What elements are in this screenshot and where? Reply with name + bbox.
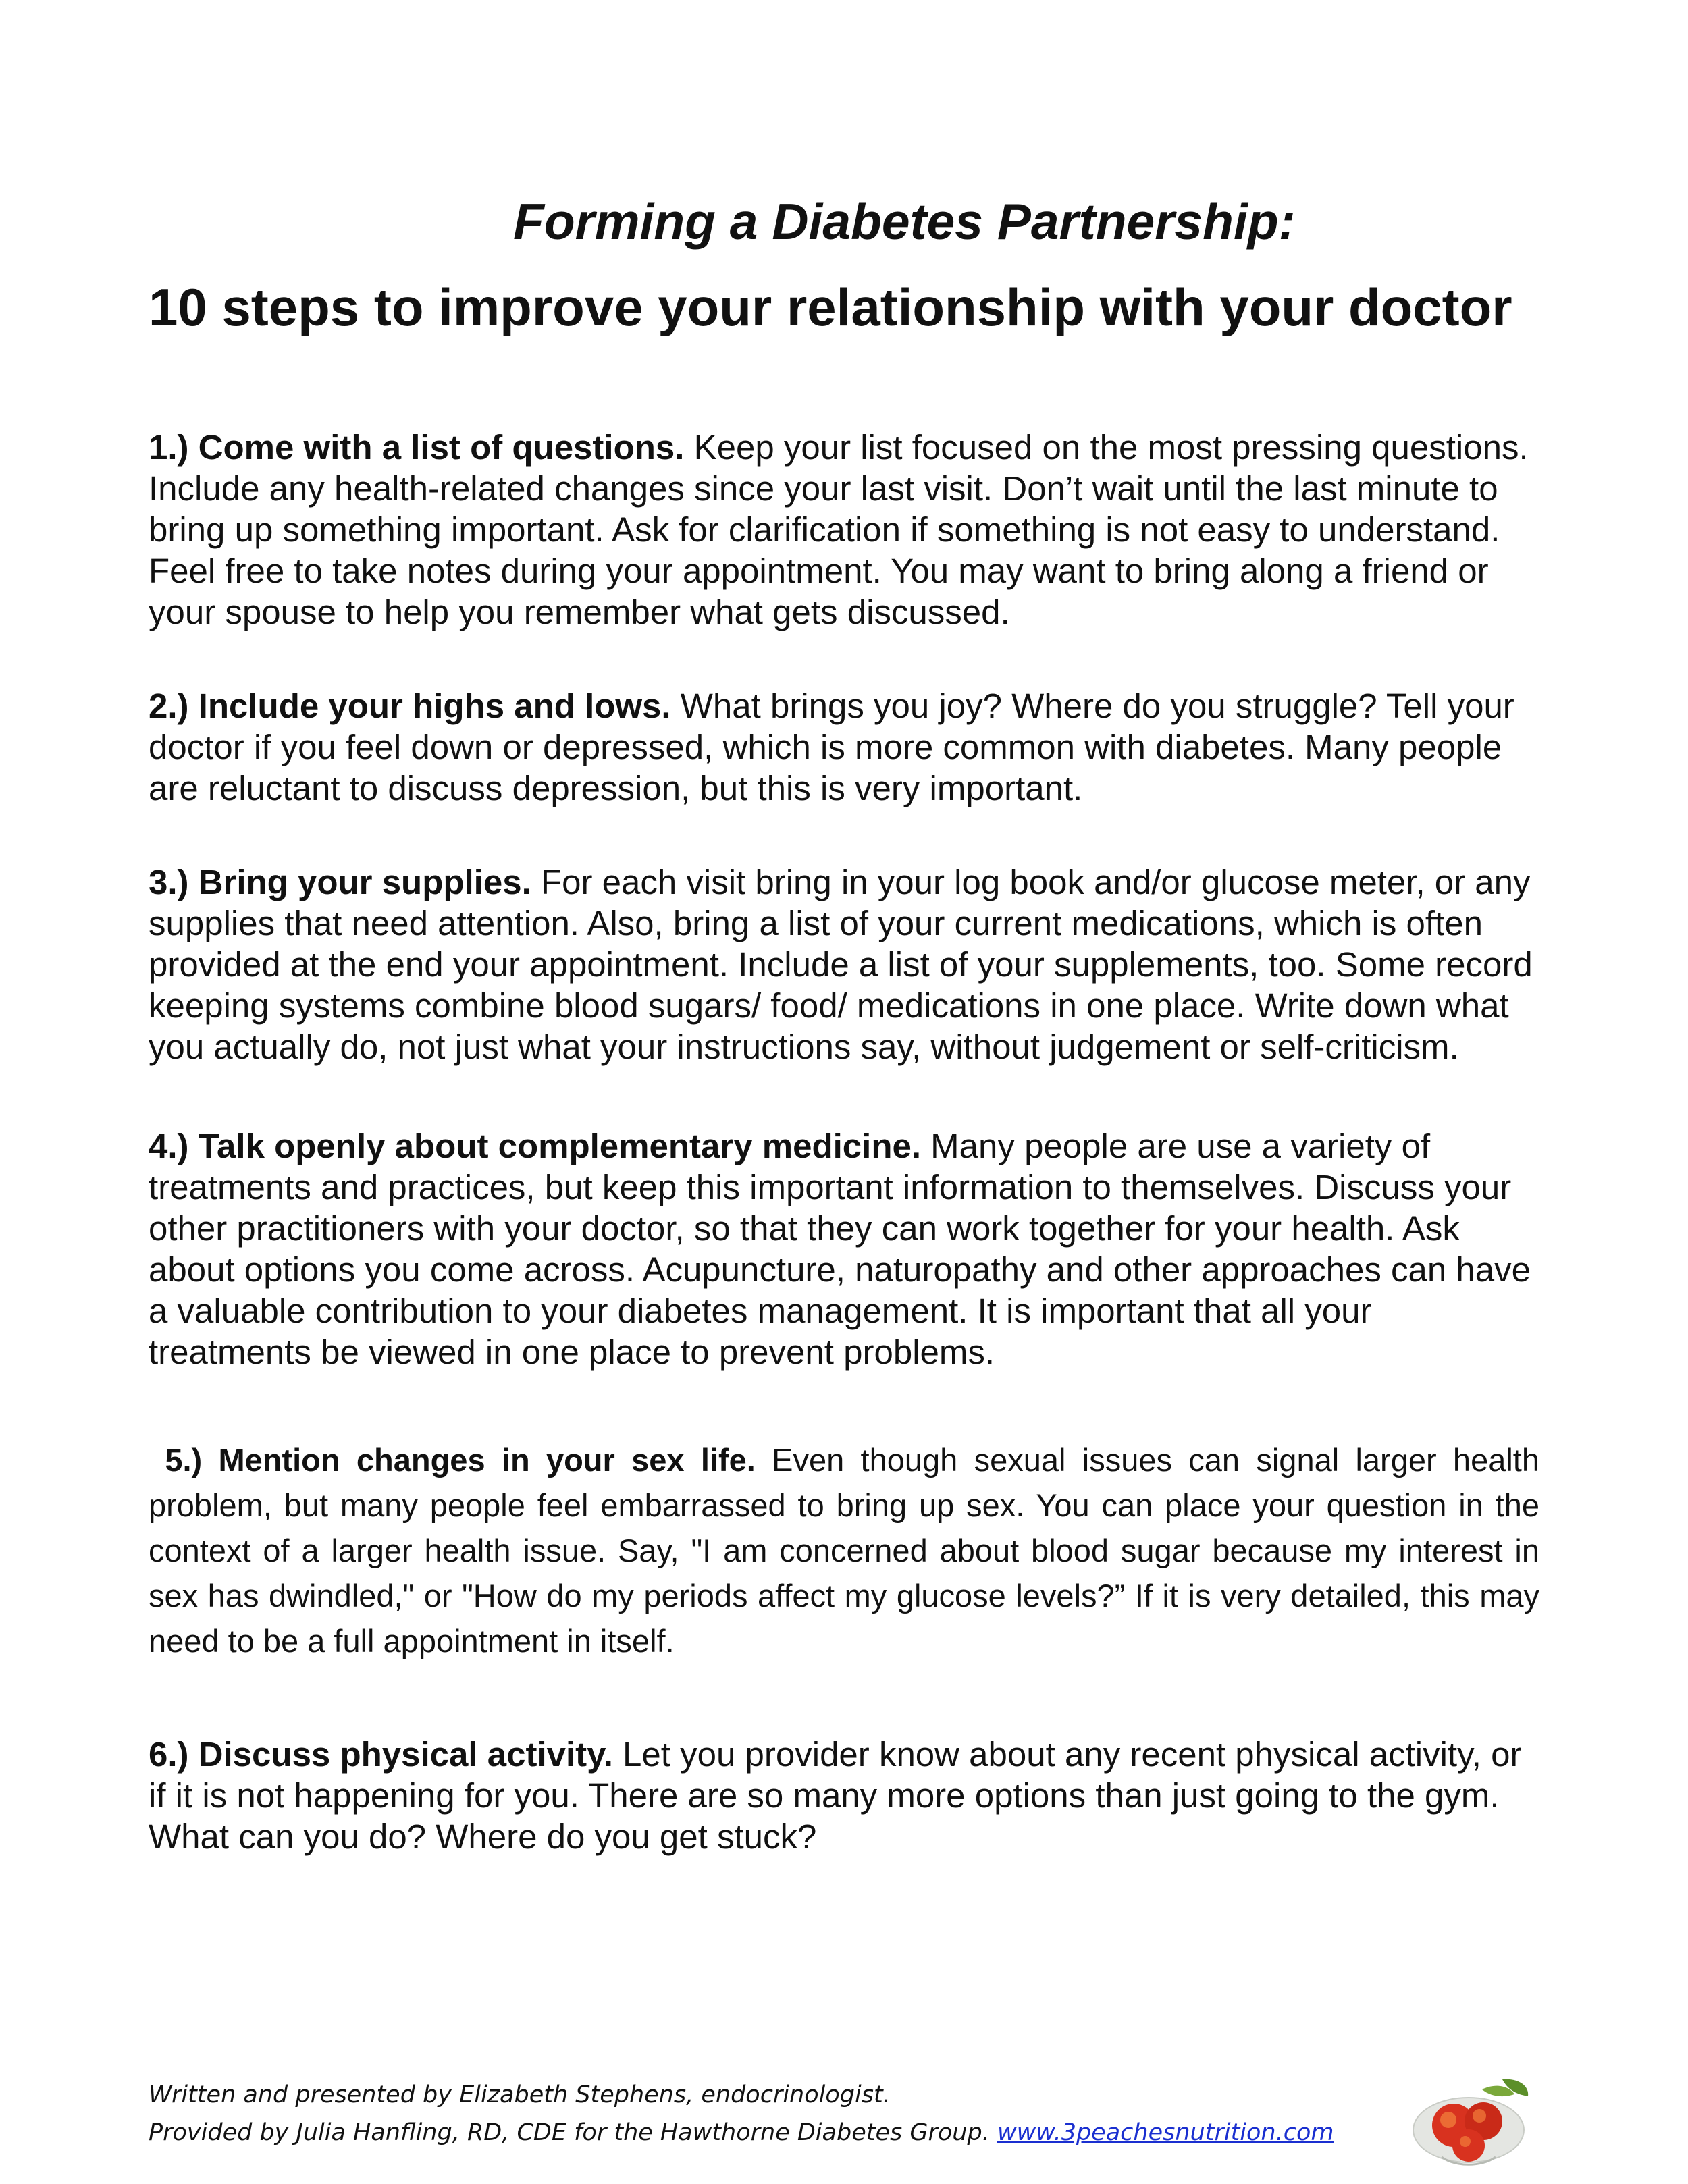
footer-author-line: Written and presented by Elizabeth Stephens, endocrinologist. [149,2081,891,2108]
step-6 [149,1734,1539,1857]
step-5 [149,1437,1539,1663]
document-subtitle: 10 steps to improve your relationship with your doctor [149,277,1512,337]
step-6-text: Let you provider know about any recent physical activity, or if it is not happening for you. There are so many more options than just going to the gym. What can you do? Where do you get stuck? [149,1735,1522,1856]
footer-provider-text: Provided by Julia Hanfling, RD, CDE for the Hawthorne Diabetes Group. [149,2119,997,2146]
footer-provider-line [149,2114,1334,2152]
document-title: Forming a Diabetes Partnership: [513,193,1296,250]
step-4-text: Many people are use a variety of treatments and practices, but keep this important information to themselves. Discuss your other practitioners with your doctor, so that they can work together for your health. Ask about options you come across. Acupuncture, naturopathy and other approaches can have a valuable contribution to your diabetes management. It is important that all your treatments be viewed in one place to prevent problems. [149,1127,1531,1371]
step-3-heading: 3.) Bring your supplies. [149,863,531,901]
step-4-heading: 4.) Talk openly about complementary medicine. [149,1127,922,1165]
step-3-text: For each visit bring in your log book and/or glucose meter, or any supplies that need attention. Also, bring a list of your current medications, which is often provided at the end your appointment. Include a list of your supplements, too. Some record keeping systems combine blood sugars/ food/ medications in one place. Write down what you actually do, not just what your instructions say, without judgement or self-criticism. [149,863,1533,1066]
footer [149,2076,1334,2152]
step-5-text: Even though sexual issues can signal larger health problem, but many people feel embarrassed to bring up sex. You can place your question in the context of a larger health issue. Say, "I am concerned about blood sugar because my interest in sex has dwindled," or "How do my periods affect my glucose levels?” If it is very detailed, this may need to be a full appointment in itself. [149,1442,1539,1659]
peaches-logo-icon [1401,2066,1536,2174]
step-4 [149,1125,1539,1373]
steps-list [149,427,1539,1857]
step-6-heading: 6.) Discuss physical activity. [149,1735,613,1774]
step-5-heading: 5.) Mention changes in your sex life. [165,1442,756,1478]
step-1-heading: 1.) Come with a list of questions. [149,428,685,467]
step-2-text: What brings you joy? Where do you struggle? Tell your doctor if you feel down or depressed, which is more common with diabetes. Many people are reluctant to discuss depression, but this is very important. [149,687,1514,807]
step-1-text: Keep your list focused on the most pressing questions. Include any health-related changes since your last visit. Don’t wait until the last minute to bring up something important. Ask for clarification if something is not easy to understand. Feel free to take notes during your appointment. You may want to bring along a friend or your spouse to help you remember what gets discussed. [149,428,1529,631]
step-1 [149,427,1539,633]
website-link[interactable]: www.3peachesnutrition.com [997,2119,1334,2146]
step-3 [149,861,1539,1067]
step-2-heading: 2.) Include your highs and lows. [149,687,671,725]
step-2 [149,685,1539,809]
